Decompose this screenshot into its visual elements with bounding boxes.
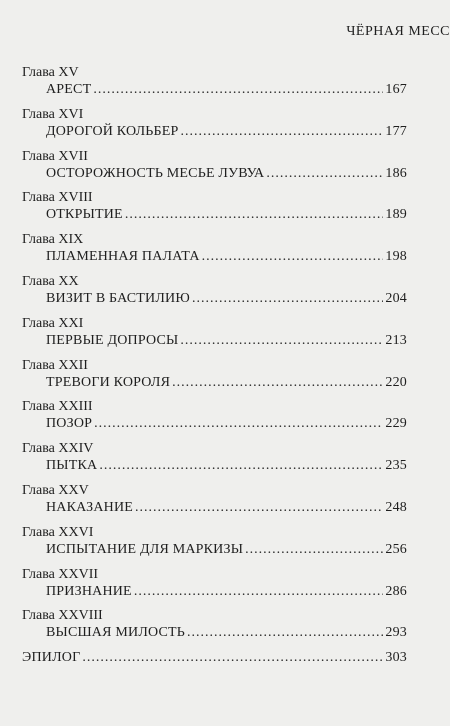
chapter-number: Глава XXVII [22, 566, 99, 582]
toc-line [22, 332, 407, 350]
dot-leader [172, 374, 383, 392]
toc-line [22, 290, 407, 308]
page-number: 220 [385, 374, 407, 390]
chapter-number: Глава XXII [22, 357, 88, 373]
dot-leader [82, 649, 383, 667]
dot-leader [202, 248, 384, 266]
chapter-number: Глава XV [22, 65, 79, 80]
toc-entry [22, 524, 407, 566]
chapter-number: Глава XXVI [22, 524, 94, 540]
dot-leader [134, 583, 384, 601]
chapter-number: Глава XVI [22, 106, 84, 122]
toc-entry [22, 148, 407, 190]
chapter-title: НАКАЗАНИЕ [46, 499, 134, 515]
toc-line [22, 415, 407, 433]
chapter-title: ВИЗИТ В БАСТИЛИЮ [46, 290, 190, 306]
toc-line [22, 248, 407, 266]
page-number: 248 [385, 499, 407, 515]
chapter-title: ПЕРВЫЕ ДОПРОСЫ [46, 332, 179, 348]
dot-leader [93, 81, 383, 99]
toc-entry [22, 189, 407, 231]
chapter-title: ПЛАМЕННАЯ ПАЛАТА [46, 249, 200, 265]
toc-entry [22, 273, 407, 315]
toc-line [22, 583, 407, 601]
toc-entry [22, 106, 407, 148]
chapter-title: ТРЕВОГИ КОРОЛЯ [46, 374, 171, 390]
running-header: ЧЁРНАЯ МЕСС [346, 24, 450, 39]
toc-line [22, 206, 407, 224]
chapter-title: ОТКРЫТИЕ [46, 207, 123, 223]
page-number: 229 [385, 416, 407, 432]
chapter-number: Глава XXIV [22, 441, 94, 457]
page-number: 186 [385, 165, 407, 181]
toc-line [22, 81, 407, 99]
chapter-number: Глава XIX [22, 232, 84, 248]
toc-entry [22, 607, 407, 649]
chapter-number: Глава XVII [22, 148, 88, 164]
toc-entry [22, 440, 407, 482]
chapter-title: ДОРОГОЙ КОЛЬБЕР [46, 123, 179, 139]
dot-leader [135, 499, 383, 517]
dot-leader [187, 624, 383, 642]
chapter-title: ОСТОРОЖНОСТЬ МЕСЬЕ ЛУВУА [46, 165, 265, 181]
toc-entry [22, 398, 407, 440]
toc-entry [22, 566, 407, 608]
toc-epilog [22, 649, 407, 667]
toc-line [22, 541, 407, 559]
toc-line [22, 457, 407, 475]
chapter-number: Глава XXV [22, 482, 89, 498]
chapter-number: Глава XXI [22, 315, 84, 331]
toc-entry [22, 357, 407, 399]
epilog-title: ЭПИЛОГ [22, 650, 81, 666]
dot-leader [245, 541, 383, 559]
toc-line [22, 123, 407, 141]
chapter-title: ВЫСШАЯ МИЛОСТЬ [46, 625, 186, 641]
page-number: 256 [385, 541, 407, 557]
chapter-title: ИСПЫТАНИЕ ДЛЯ МАРКИЗЫ [46, 541, 244, 557]
toc-line [22, 165, 407, 183]
dot-leader [192, 290, 383, 308]
chapter-title: ПОЗОР [46, 416, 93, 432]
dot-leader [125, 206, 384, 224]
chapter-number: Глава XXIII [22, 399, 93, 415]
dot-leader [99, 457, 383, 475]
page-number: 286 [385, 583, 407, 599]
page-number: 204 [385, 290, 407, 306]
page-number: 177 [385, 123, 407, 139]
page-number: 198 [385, 249, 407, 265]
toc-entry [22, 64, 407, 106]
page-number: 303 [385, 650, 407, 666]
chapter-title: АРЕСТ [46, 82, 92, 97]
toc-entry [22, 231, 407, 273]
toc-entry [22, 482, 407, 524]
dot-leader [181, 123, 384, 141]
toc-line [22, 499, 407, 517]
page-number: 213 [385, 332, 407, 348]
page-number: 235 [385, 458, 407, 474]
page-number: 167 [385, 82, 407, 97]
toc-entry [22, 315, 407, 357]
chapter-title: ПЫТКА [46, 458, 98, 474]
dot-leader [180, 332, 383, 350]
toc-line [22, 374, 407, 392]
dot-leader [266, 165, 383, 183]
chapter-title: ПРИЗНАНИЕ [46, 583, 132, 599]
table-of-contents [22, 64, 407, 667]
chapter-number: Глава XVIII [22, 190, 93, 206]
page-number: 189 [385, 207, 407, 223]
toc-line [22, 624, 407, 642]
chapter-number: Глава XXVIII [22, 608, 103, 624]
page-number: 293 [385, 625, 407, 641]
dot-leader [94, 415, 383, 433]
chapter-number: Глава XX [22, 273, 79, 289]
